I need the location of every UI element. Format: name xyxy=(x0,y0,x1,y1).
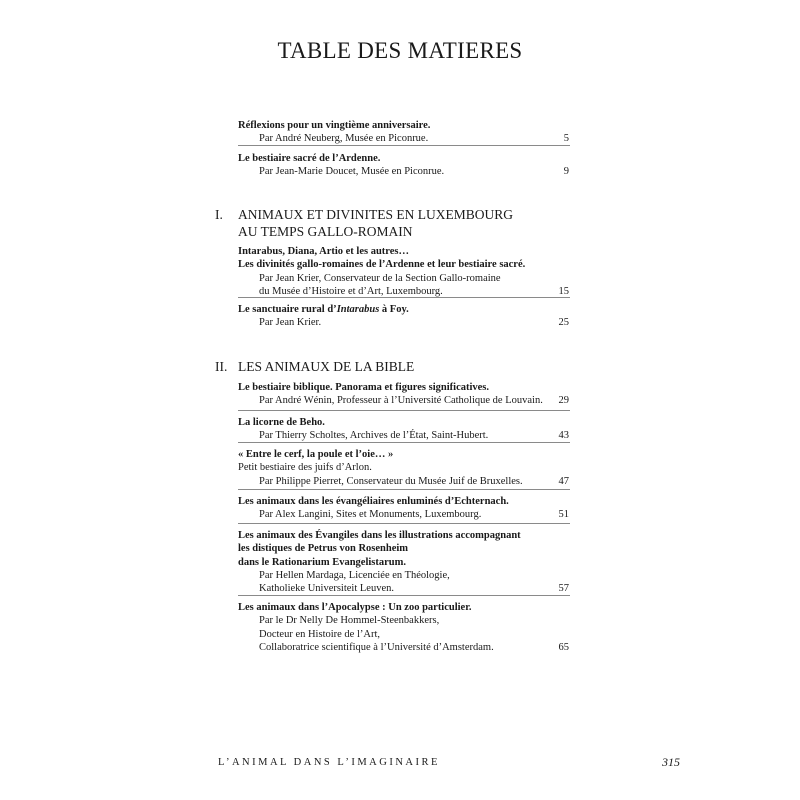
entry-page-number: 43 xyxy=(558,430,569,442)
entry-page-number: 9 xyxy=(563,166,569,178)
entry-page-number: 5 xyxy=(563,133,569,145)
entry-byline: Par Jean Krier, Conservateur de la Section Gallo-romaine xyxy=(259,272,501,284)
entry-title xyxy=(238,303,570,316)
entry-title: Les animaux dans l’Apocalypse : Un zoo particulier. xyxy=(238,602,472,613)
entry-page-number: 29 xyxy=(558,395,569,407)
entry-title: La licorne de Beho. xyxy=(238,417,325,428)
footer-book-title: L’ANIMAL DANS L’IMAGINAIRE xyxy=(218,757,440,768)
entry-page-number: 25 xyxy=(558,317,569,329)
divider xyxy=(238,297,570,298)
entry-title-italic: Intarabus xyxy=(336,304,380,315)
entry-title-part: à Foy. xyxy=(379,304,409,315)
toc-entry xyxy=(238,119,570,146)
entry-page-number: 47 xyxy=(558,475,569,487)
entry-title: dans le Rationarium Evangelistarum. xyxy=(238,556,407,568)
section-title-line: LES ANIMAUX DE LA BIBLE xyxy=(238,359,415,374)
entry-title: « Entre le cerf, la poule et l’oie… » xyxy=(238,449,394,460)
entry-page-number: 15 xyxy=(558,285,569,297)
entry-byline: Par Jean-Marie Doucet, Musée en Piconrue. xyxy=(259,166,445,178)
entry-byline: Par André Neuberg, Musée en Piconrue. xyxy=(259,133,429,145)
entry-byline: Collaboratrice scientifique à l’Université d’Amsterdam. xyxy=(259,641,494,653)
page-title: TABLE DES MATIERES xyxy=(277,38,523,63)
entry-title: Les animaux dans les évangéliaires enluminés d’Echternach. xyxy=(238,496,509,507)
entry-byline: Par Jean Krier. xyxy=(259,317,322,329)
toc-entry xyxy=(238,416,570,443)
entry-byline: du Musée d’Histoire et d’Art, Luxembourg. xyxy=(259,285,443,297)
entry-subtitle: Petit bestiaire des juifs d’Arlon. xyxy=(238,462,372,474)
divider xyxy=(238,410,570,411)
entry-byline: Par Alex Langini, Sites et Monuments, Luxembourg. xyxy=(259,509,482,521)
toc-entry xyxy=(238,448,570,488)
section-number: II. xyxy=(215,359,228,374)
footer-page-number: 315 xyxy=(662,755,680,769)
section-title xyxy=(238,358,414,375)
section-title-line: AU TEMPS GALLO-ROMAIN xyxy=(238,224,413,239)
entry-title: Le bestiaire biblique. Panorama et figures significatives. xyxy=(238,382,490,393)
toc-entry xyxy=(238,381,570,408)
divider xyxy=(238,145,570,146)
divider xyxy=(238,489,570,490)
entry-byline: Par André Wénin, Professeur à l’Université Catholique de Louvain. xyxy=(259,395,543,407)
section-number: I. xyxy=(215,207,223,222)
entry-byline: Katholieke Universiteit Leuven. xyxy=(259,583,394,595)
toc-entry xyxy=(238,529,570,595)
toc-entry xyxy=(238,303,570,330)
divider xyxy=(238,442,570,443)
entry-byline: Par Hellen Mardaga, Licenciée en Théologie, xyxy=(259,569,450,581)
entry-page-number: 65 xyxy=(558,641,569,653)
entry-title: Les animaux des Évangiles dans les illustrations accompagnant xyxy=(238,530,521,541)
entry-byline: Docteur en Histoire de l’Art, xyxy=(259,628,381,640)
toc-entry xyxy=(238,495,570,522)
toc-entry xyxy=(238,245,570,298)
entry-byline: Par Thierry Scholtes, Archives de l’État, Saint-Hubert. xyxy=(259,430,489,442)
entry-title: Le bestiaire sacré de l’Ardenne. xyxy=(238,153,381,164)
entry-page-number: 51 xyxy=(558,509,569,521)
entry-title: Les divinités gallo-romaines de l’Ardenne et leur bestiaire sacré. xyxy=(238,259,526,271)
section-title-line: ANIMAUX ET DIVINITES EN LUXEMBOURG xyxy=(238,207,513,222)
divider xyxy=(238,595,570,596)
entry-title: Intarabus, Diana, Artio et les autres… xyxy=(238,246,410,257)
entry-page-number: 57 xyxy=(558,583,569,595)
entry-title-part: Le sanctuaire rural d’ xyxy=(238,304,337,315)
entry-byline: Par Philippe Pierret, Conservateur du Musée Juif de Bruxelles. xyxy=(259,475,523,487)
toc-entry xyxy=(238,152,570,179)
section-title xyxy=(238,206,513,240)
entry-title: Réflexions pour un vingtième anniversaire. xyxy=(238,120,431,131)
toc-entry xyxy=(238,601,570,654)
entry-title: les distiques de Petrus von Rosenheim xyxy=(238,543,409,555)
divider xyxy=(238,523,570,524)
entry-byline: Par le Dr Nelly De Hommel-Steenbakkers, xyxy=(259,615,440,627)
